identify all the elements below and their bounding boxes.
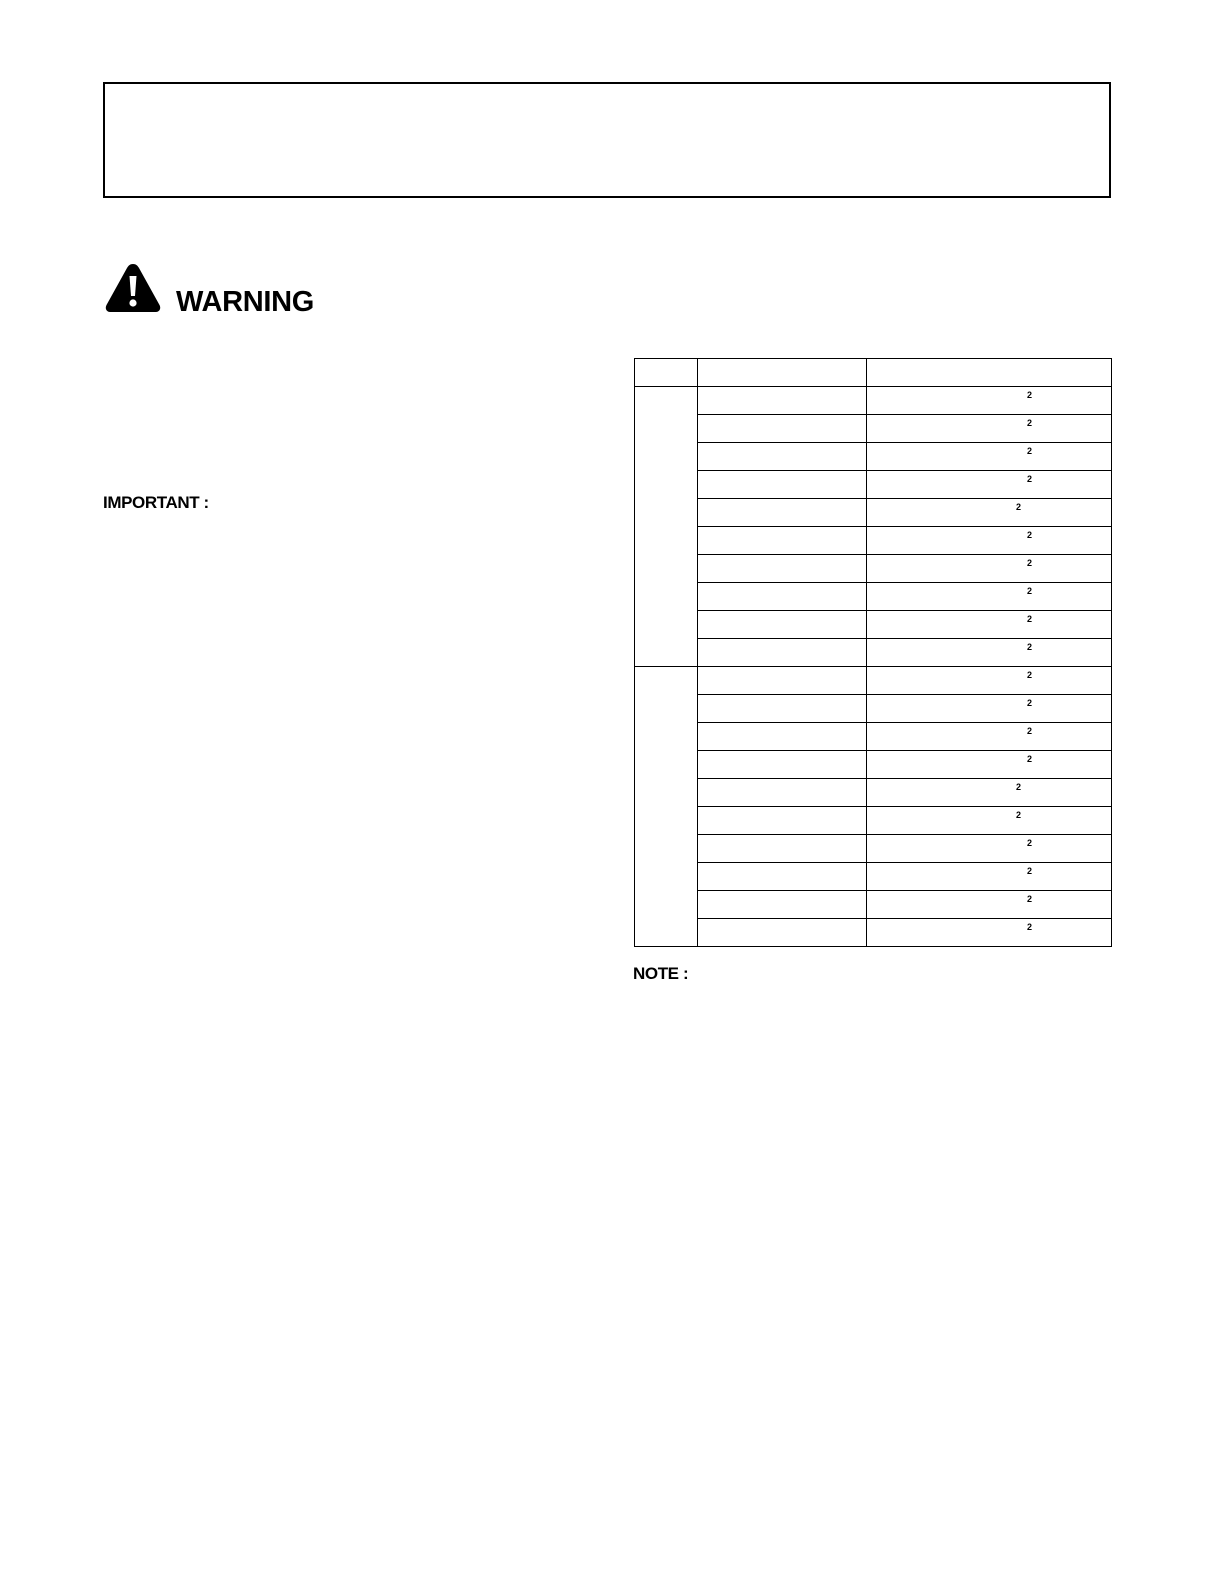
group-cell — [635, 667, 698, 947]
table-cell — [698, 891, 867, 919]
superscript-value: 2 — [1027, 530, 1033, 540]
table-cell — [867, 919, 1112, 947]
table-row — [635, 723, 1112, 751]
table-row — [635, 667, 1112, 695]
table-cell — [867, 639, 1112, 667]
table-cell — [698, 499, 867, 527]
spec-table — [634, 358, 1112, 947]
superscript-value: 2 — [1016, 782, 1022, 792]
table-header-cell — [635, 359, 698, 387]
superscript-value: 2 — [1027, 446, 1033, 456]
table-row — [635, 443, 1112, 471]
table-header-cell — [867, 359, 1112, 387]
superscript-value: 2 — [1016, 502, 1022, 512]
table-row — [635, 807, 1112, 835]
note-label: NOTE : — [633, 964, 689, 983]
table-row — [635, 583, 1112, 611]
table-row — [635, 695, 1112, 723]
table-row — [635, 527, 1112, 555]
table-cell — [867, 751, 1112, 779]
table-row — [635, 471, 1112, 499]
superscript-value: 2 — [1027, 670, 1033, 680]
table-cell — [698, 639, 867, 667]
table-cell — [867, 527, 1112, 555]
table-cell — [698, 835, 867, 863]
table-row — [635, 639, 1112, 667]
table-header-row — [635, 359, 1112, 387]
table-cell — [867, 891, 1112, 919]
superscript-value: 2 — [1027, 642, 1033, 652]
table-cell — [867, 415, 1112, 443]
table-cell — [698, 443, 867, 471]
table-cell — [698, 695, 867, 723]
table-row — [635, 779, 1112, 807]
table-row — [635, 919, 1112, 947]
table-cell — [867, 611, 1112, 639]
superscript-value: 2 — [1027, 894, 1033, 904]
warning-triangle-icon — [104, 262, 162, 314]
table-row — [635, 499, 1112, 527]
table-row — [635, 555, 1112, 583]
table-cell — [698, 583, 867, 611]
table-cell — [698, 611, 867, 639]
table-row — [635, 415, 1112, 443]
superscript-value: 2 — [1027, 418, 1033, 428]
table-cell — [698, 919, 867, 947]
superscript-value: 2 — [1027, 698, 1033, 708]
important-label: IMPORTANT : — [103, 493, 209, 512]
table-row — [635, 751, 1112, 779]
superscript-value: 2 — [1027, 726, 1033, 736]
superscript-value: 2 — [1027, 558, 1033, 568]
table-cell — [867, 779, 1112, 807]
superscript-value: 2 — [1027, 474, 1033, 484]
table-row — [635, 863, 1112, 891]
table-cell — [698, 387, 867, 415]
table-cell — [867, 723, 1112, 751]
group-cell — [635, 387, 698, 667]
superscript-value: 2 — [1027, 754, 1033, 764]
table-cell — [698, 863, 867, 891]
table-row — [635, 835, 1112, 863]
table-cell — [698, 527, 867, 555]
table-cell — [698, 415, 867, 443]
superscript-value: 2 — [1027, 838, 1033, 848]
superscript-value: 2 — [1027, 586, 1033, 596]
table-cell — [867, 667, 1112, 695]
table-cell — [867, 807, 1112, 835]
table-cell — [698, 779, 867, 807]
table-cell — [867, 583, 1112, 611]
table-row — [635, 611, 1112, 639]
table-row — [635, 891, 1112, 919]
table-header-cell — [698, 359, 867, 387]
table-cell — [867, 387, 1112, 415]
table-cell — [867, 695, 1112, 723]
warning-heading: WARNING — [176, 286, 315, 318]
table-cell — [698, 723, 867, 751]
table-cell — [867, 835, 1112, 863]
table-cell — [698, 807, 867, 835]
header-box — [103, 82, 1111, 198]
table-cell — [867, 499, 1112, 527]
superscript-value: 2 — [1027, 614, 1033, 624]
table-cell — [698, 471, 867, 499]
table-cell — [867, 471, 1112, 499]
table-cell — [867, 443, 1112, 471]
superscript-value: 2 — [1027, 390, 1033, 400]
table-cell — [867, 555, 1112, 583]
superscript-value: 2 — [1027, 922, 1033, 932]
table-cell — [698, 751, 867, 779]
table-cell — [698, 667, 867, 695]
superscript-value: 2 — [1027, 866, 1033, 876]
superscript-value: 2 — [1016, 810, 1022, 820]
table-cell — [698, 555, 867, 583]
table-row — [635, 387, 1112, 415]
table-cell — [867, 863, 1112, 891]
